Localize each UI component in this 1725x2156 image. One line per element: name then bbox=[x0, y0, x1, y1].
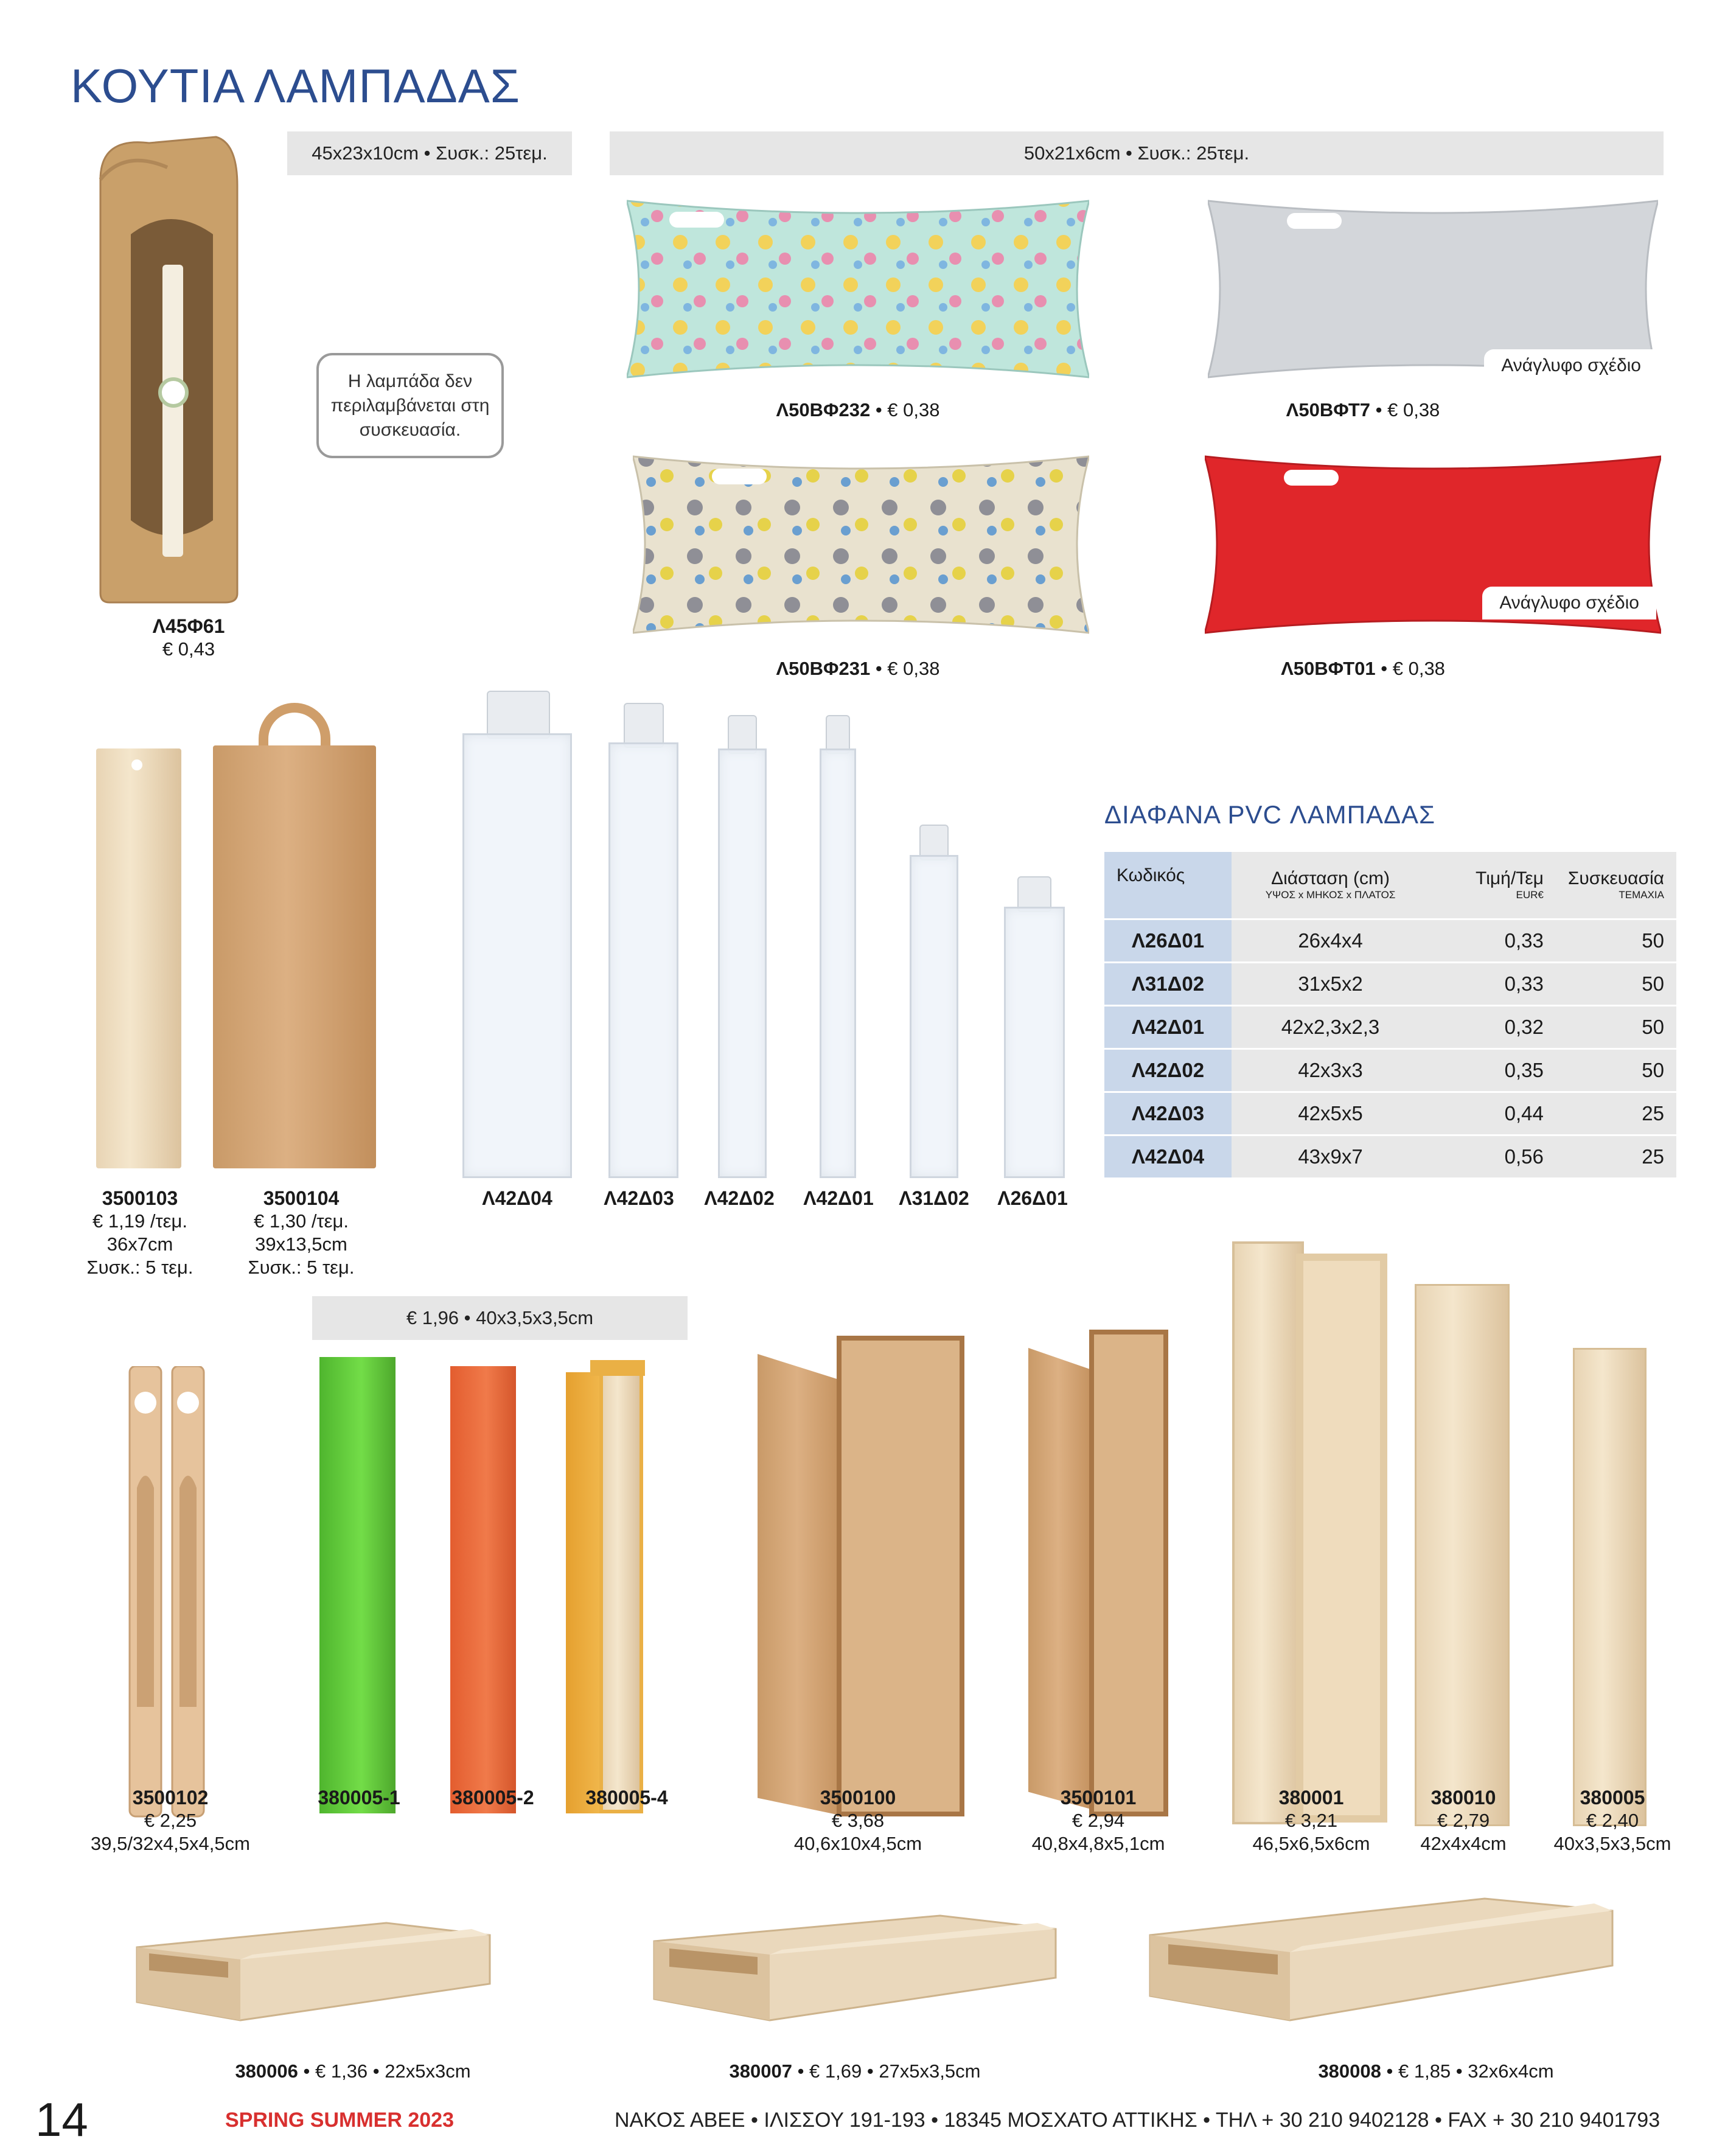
plate-3500103-pack: Συσκ.: 5 τεμ. bbox=[86, 1257, 193, 1278]
table-row bbox=[1104, 1092, 1676, 1135]
item-380005-1-code: 380005-1 bbox=[318, 1787, 400, 1809]
pillow-box-easter-eggs-image bbox=[627, 189, 1089, 389]
carved-wood-holder-image bbox=[125, 1366, 210, 1823]
row-pack: 50 bbox=[1556, 919, 1676, 962]
row-price: 0,35 bbox=[1429, 1048, 1556, 1092]
row-pack: 50 bbox=[1556, 962, 1676, 1005]
row-price: 0,33 bbox=[1429, 919, 1556, 962]
row-code: Λ42Δ01 bbox=[1104, 1005, 1232, 1048]
mdf-box-3500100-image bbox=[758, 1336, 964, 1816]
item-3500100-caption bbox=[767, 1786, 949, 1855]
plate-3500104-caption bbox=[228, 1187, 374, 1279]
item-380005-2-code: 380005-2 bbox=[451, 1787, 534, 1809]
col-header-pack-label: Συσκευασία bbox=[1567, 868, 1664, 889]
item-380010-code: 380010 bbox=[1431, 1787, 1496, 1809]
mdf-plate-image bbox=[213, 703, 376, 1168]
pvc-box-l42d03-image bbox=[608, 703, 678, 1177]
item-380010-price: € 2,79 bbox=[1437, 1810, 1490, 1831]
row-code: Λ26Δ01 bbox=[1104, 919, 1232, 962]
page-number: 14 bbox=[35, 2093, 88, 2146]
row-dim: 26x4x4 bbox=[1232, 919, 1429, 962]
pillow-box-silver-image bbox=[1208, 189, 1658, 389]
pvc-label-6: Λ26Δ01 bbox=[997, 1187, 1068, 1209]
plywood-plate-image bbox=[96, 748, 181, 1168]
table-row bbox=[1104, 1005, 1676, 1048]
green-box-image bbox=[319, 1357, 396, 1813]
item-380001-caption bbox=[1235, 1786, 1387, 1855]
item-380001-code: 380001 bbox=[1278, 1787, 1344, 1809]
item-3500101-price: € 2,94 bbox=[1072, 1810, 1125, 1831]
item-380005-4-code: 380005-4 bbox=[585, 1787, 668, 1809]
pvc-box-l31d02-image bbox=[910, 825, 958, 1177]
pvc-box-l42d02-image bbox=[718, 715, 767, 1177]
pvc-label-2: Λ42Δ03 bbox=[604, 1187, 674, 1209]
col-header-dim-label: Διάσταση (cm) bbox=[1271, 868, 1390, 889]
sliding-box-380008-image bbox=[1144, 1886, 1619, 2023]
col-header-pack-sub: ΤΕΜΑΧΙΑ bbox=[1619, 889, 1664, 901]
pillow-t7-price: € 0,38 bbox=[1387, 399, 1440, 420]
item-3500101-size: 40,8x4,8x5,1cm bbox=[1031, 1833, 1165, 1854]
pillow-231-caption: Λ50ΒΦ231 • € 0,38 bbox=[776, 658, 940, 679]
mdf-box-3500101-image bbox=[1028, 1330, 1168, 1816]
page-title: ΚΟΥΤΙΑ ΛΑΜΠΑΔΑΣ bbox=[71, 59, 521, 113]
plate-3500104-code: 3500104 bbox=[263, 1187, 340, 1209]
col-header-dim bbox=[1232, 852, 1429, 919]
col-header-price-sub: EUR€ bbox=[1516, 889, 1544, 901]
pillow-232-code: Λ50ΒΦ232 bbox=[776, 399, 871, 420]
row-dim: 42x2,3x2,3 bbox=[1232, 1005, 1429, 1048]
col-header-dim-sub: ΥΨΟΣ x ΜΗΚΟΣ x ΠΛΑΤΟΣ bbox=[1265, 889, 1396, 901]
relief-tag-silver: Ανάγλυφο σχέδιο bbox=[1484, 349, 1658, 382]
item-3500100-size: 40,6x10x4,5cm bbox=[793, 1833, 922, 1854]
plate-3500104-price: € 1,30 /τεμ. bbox=[254, 1210, 349, 1232]
table-row bbox=[1104, 919, 1676, 962]
box-380006-details: • € 1,36 • 22x5x3cm bbox=[303, 2060, 471, 2082]
col-header-pack bbox=[1556, 852, 1676, 919]
box-380008-code: 380008 bbox=[1318, 2060, 1381, 2082]
size-bar-kraft: 45x23x10cm • Συσκ.: 25τεμ. bbox=[287, 131, 572, 175]
plate-3500104-pack: Συσκ.: 5 τεμ. bbox=[248, 1257, 355, 1278]
company-address: ΝΑΚΟΣ ΑΒΕΕ • ΙΛΙΣΣΟΥ 191-193 • 18345 ΜΟΣΧΑΤΟ ΑΤΤΙΚΗΣ • ΤΗΛ + 30 210 9402128 • FAX + 30 210 9401793 bbox=[615, 2109, 1661, 2132]
kraft-caption bbox=[110, 615, 268, 661]
row-pack: 50 bbox=[1556, 1005, 1676, 1048]
item-3500102-caption bbox=[76, 1786, 265, 1855]
pvc-box-l42d01-image bbox=[820, 715, 856, 1177]
wood-box-380010-image bbox=[1415, 1284, 1510, 1826]
wood-box-380001-image bbox=[1232, 1241, 1387, 1823]
plate-3500103-caption bbox=[73, 1187, 207, 1279]
item-3500100-price: € 3,68 bbox=[831, 1810, 885, 1831]
item-3500101-caption bbox=[1007, 1786, 1190, 1855]
pillow-231-price: € 0,38 bbox=[887, 658, 940, 679]
row-price: 0,56 bbox=[1429, 1135, 1556, 1178]
item-380005-size: 40x3,5x3,5cm bbox=[1553, 1833, 1671, 1854]
pvc-label-5: Λ31Δ02 bbox=[899, 1187, 969, 1209]
size-bar-pillow: 50x21x6cm • Συσκ.: 25τεμ. bbox=[610, 131, 1664, 175]
col-header-price bbox=[1429, 852, 1556, 919]
pillow-232-caption: Λ50ΒΦ232 • € 0,38 bbox=[776, 399, 940, 420]
row-pack: 25 bbox=[1556, 1092, 1676, 1135]
table-row bbox=[1104, 962, 1676, 1005]
item-3500101-code: 3500101 bbox=[1060, 1787, 1137, 1809]
sliding-box-380007-image bbox=[648, 1905, 1062, 2023]
pillow-t7-code: Λ50ΒΦΤ7 bbox=[1286, 399, 1371, 420]
size-bar-colored: € 1,96 • 40x3,5x3,5cm bbox=[312, 1296, 688, 1340]
col-header-price-label: Τιμή/Τεμ bbox=[1476, 868, 1544, 889]
item-3500102-size: 39,5/32x4,5x4,5cm bbox=[91, 1833, 250, 1854]
box-380007-caption bbox=[685, 2060, 1025, 2083]
item-380001-size: 46,5x6,5x6cm bbox=[1252, 1833, 1370, 1854]
pillow-box-bunnies-image bbox=[633, 444, 1089, 645]
wood-box-380005-image bbox=[1573, 1348, 1647, 1826]
row-code: Λ42Δ02 bbox=[1104, 1048, 1232, 1092]
plate-3500103-size: 36x7cm bbox=[106, 1233, 173, 1255]
row-pack: 50 bbox=[1556, 1048, 1676, 1092]
pvc-table-title: ΔΙΑΦΑΝΑ PVC ΛΑΜΠΑΔΑΣ bbox=[1104, 800, 1435, 829]
item-380005-caption bbox=[1536, 1786, 1688, 1855]
yellow-box-image bbox=[566, 1360, 651, 1813]
pvc-box-l26d01-image bbox=[1004, 876, 1065, 1177]
kraft-code: Λ45Φ61 bbox=[152, 615, 225, 637]
sliding-box-380006-image bbox=[131, 1911, 496, 2023]
row-code: Λ31Δ02 bbox=[1104, 962, 1232, 1005]
box-380007-code: 380007 bbox=[729, 2060, 792, 2082]
row-dim: 42x5x5 bbox=[1232, 1092, 1429, 1135]
row-price: 0,32 bbox=[1429, 1005, 1556, 1048]
kraft-box-image bbox=[94, 131, 240, 605]
pvc-box-l42d04-image bbox=[462, 691, 572, 1177]
item-380005-price: € 2,40 bbox=[1586, 1810, 1639, 1831]
item-380001-price: € 3,21 bbox=[1284, 1810, 1338, 1831]
item-380010-size: 42x4x4cm bbox=[1420, 1833, 1507, 1854]
box-380007-details: • € 1,69 • 27x5x3,5cm bbox=[797, 2060, 981, 2082]
row-code: Λ42Δ03 bbox=[1104, 1092, 1232, 1135]
kraft-price: € 0,43 bbox=[162, 638, 215, 660]
pillow-t01-price: € 0,38 bbox=[1392, 658, 1445, 679]
season-label: SPRING SUMMER 2023 bbox=[225, 2109, 454, 2132]
row-price: 0,33 bbox=[1429, 962, 1556, 1005]
box-380006-caption bbox=[183, 2060, 523, 2083]
pillow-box-red-image bbox=[1205, 444, 1661, 645]
row-pack: 25 bbox=[1556, 1135, 1676, 1178]
plate-3500103-code: 3500103 bbox=[102, 1187, 178, 1209]
pillow-t01-caption: Λ50ΒΦΤ01 • € 0,38 bbox=[1281, 658, 1445, 679]
row-dim: 43x9x7 bbox=[1232, 1135, 1429, 1178]
row-price: 0,44 bbox=[1429, 1092, 1556, 1135]
plate-3500104-size: 39x13,5cm bbox=[255, 1233, 347, 1255]
col-header-code: Κωδικός bbox=[1104, 852, 1232, 919]
box-380008-details: • € 1,85 • 32x6x4cm bbox=[1386, 2060, 1554, 2082]
row-code: Λ42Δ04 bbox=[1104, 1135, 1232, 1178]
item-380010-caption bbox=[1399, 1786, 1527, 1855]
pillow-t01-code: Λ50ΒΦΤ01 bbox=[1281, 658, 1376, 679]
box-380008-caption bbox=[1266, 2060, 1606, 2083]
item-3500102-price: € 2,25 bbox=[144, 1810, 197, 1831]
row-dim: 31x5x2 bbox=[1232, 962, 1429, 1005]
pillow-t7-caption: Λ50ΒΦΤ7 • € 0,38 bbox=[1286, 399, 1440, 420]
pillow-232-price: € 0,38 bbox=[887, 399, 940, 420]
item-380005-code: 380005 bbox=[1580, 1787, 1645, 1809]
table-row bbox=[1104, 1135, 1676, 1178]
pvc-label-4: Λ42Δ01 bbox=[803, 1187, 874, 1209]
pvc-label-3: Λ42Δ02 bbox=[704, 1187, 775, 1209]
box-380006-code: 380006 bbox=[235, 2060, 298, 2082]
pvc-label-1: Λ42Δ04 bbox=[482, 1187, 552, 1209]
orange-box-image bbox=[450, 1366, 516, 1813]
relief-tag-red: Ανάγλυφο σχέδιο bbox=[1482, 587, 1656, 619]
row-dim: 42x3x3 bbox=[1232, 1048, 1429, 1092]
pillow-231-code: Λ50ΒΦ231 bbox=[776, 658, 871, 679]
item-3500102-code: 3500102 bbox=[132, 1787, 209, 1809]
pvc-table bbox=[1104, 852, 1676, 1179]
table-row bbox=[1104, 1048, 1676, 1092]
item-3500100-code: 3500100 bbox=[820, 1787, 896, 1809]
plate-3500103-price: € 1,19 /τεμ. bbox=[92, 1210, 187, 1232]
info-bubble: Η λαμπάδα δεν περιλαμβάνεται στη συσκευασία. bbox=[316, 353, 504, 458]
